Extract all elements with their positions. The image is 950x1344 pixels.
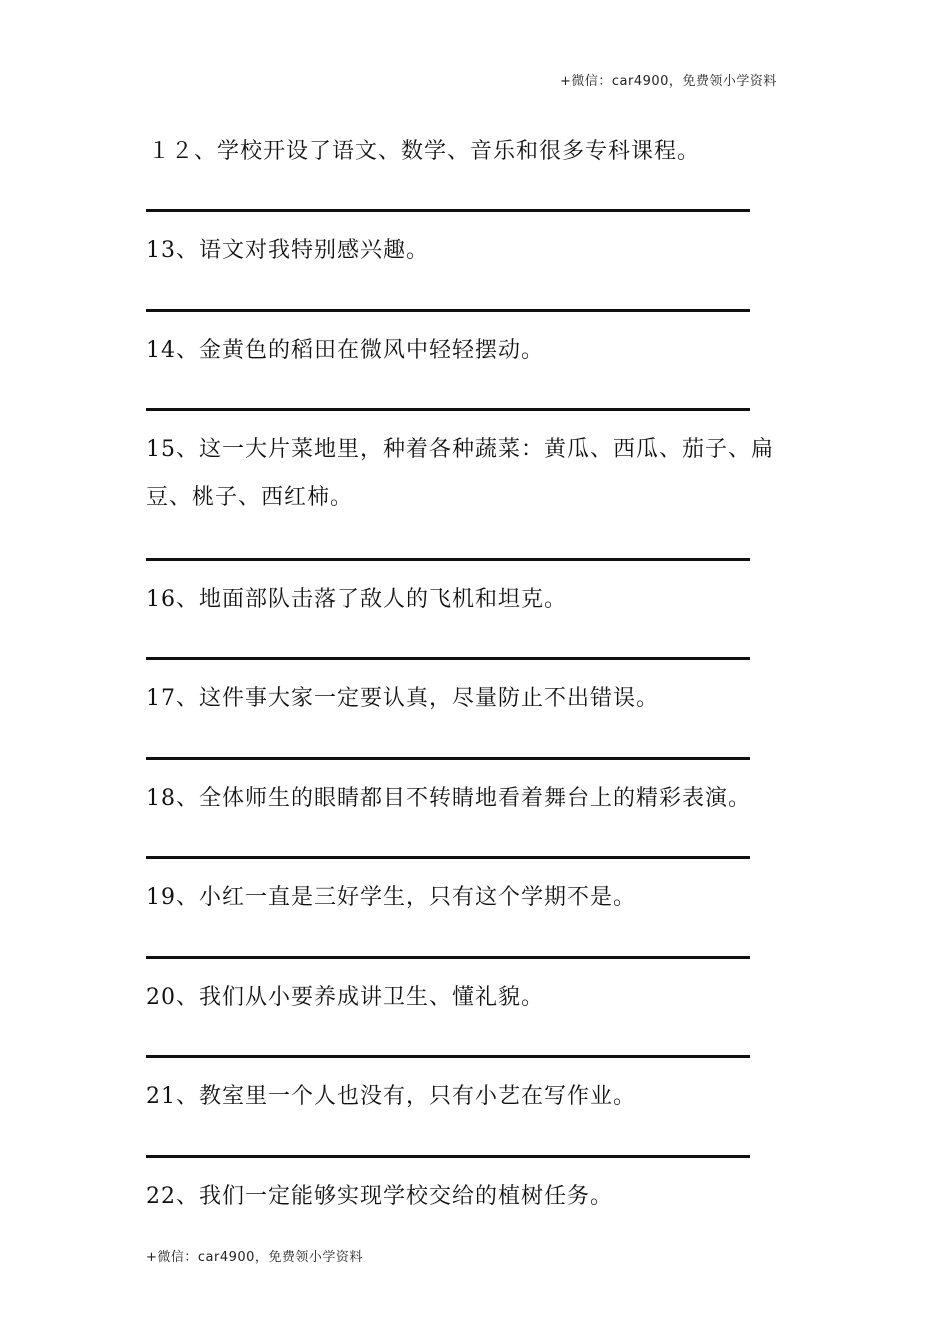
- question-13: 13、语文对我特别感兴趣。: [146, 238, 429, 263]
- question-22: 22、我们一定能够实现学校交给的植树任务。: [146, 1184, 613, 1209]
- page-header-note: +微信：car4900，免费领小学资料: [560, 74, 777, 89]
- question-18: 18、全体师生的眼睛都目不转睛地看着舞台上的精彩表演。: [146, 786, 751, 811]
- answer-line-20: [146, 1055, 750, 1058]
- question-19: 19、小红一直是三好学生，只有这个学期不是。: [146, 885, 636, 910]
- answer-line-18: [146, 856, 750, 859]
- answer-line-16: [146, 657, 750, 660]
- answer-line-13: [146, 309, 750, 312]
- answer-line-21: [146, 1155, 750, 1158]
- question-17: 17、这件事大家一定要认真，尽量防止不出错误。: [146, 686, 659, 711]
- question-20: 20、我们从小要养成讲卫生、懂礼貌。: [146, 985, 544, 1010]
- page-footer-note: +微信：car4900，免费领小学资料: [146, 1250, 363, 1265]
- answer-line-15: [146, 558, 750, 561]
- question-14: 14、金黄色的稻田在微风中轻轻摆动。: [146, 338, 544, 363]
- answer-line-19: [146, 956, 750, 959]
- question-16: 16、地面部队击落了敌人的飞机和坦克。: [146, 587, 567, 612]
- question-21: 21、教室里一个人也没有，只有小艺在写作业。: [146, 1084, 636, 1109]
- answer-line-14: [146, 408, 750, 411]
- answer-line-12: [146, 209, 750, 212]
- answer-line-17: [146, 757, 750, 760]
- question-12: １２、学校开设了语文、数学、音乐和很多专科课程。: [148, 139, 701, 164]
- question-15: 15、这一大片菜地里，种着各种蔬菜：黄瓜、西瓜、茄子、扁豆、桃子、西红柿。: [146, 437, 774, 510]
